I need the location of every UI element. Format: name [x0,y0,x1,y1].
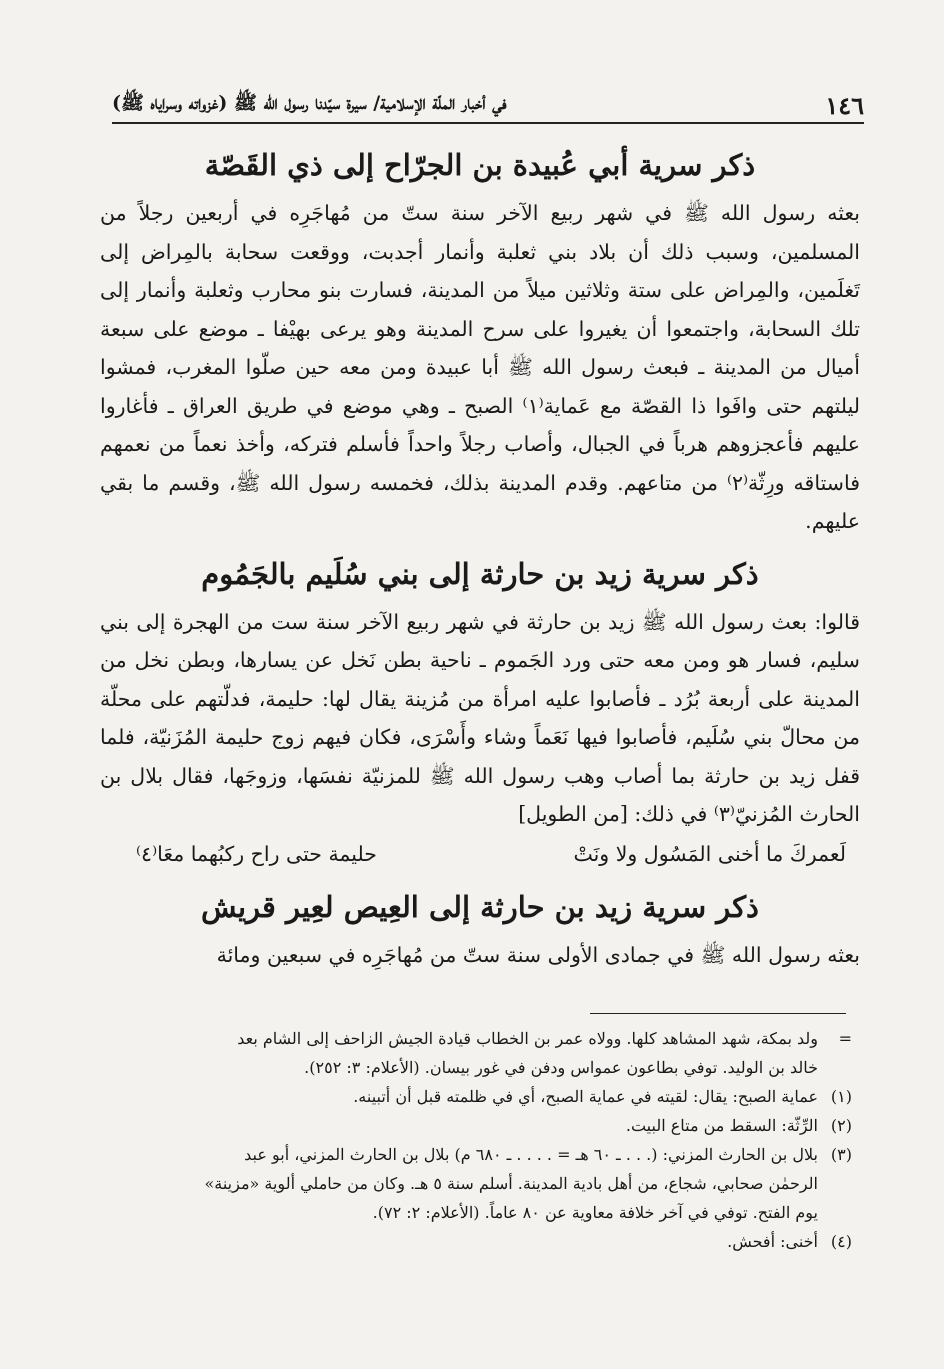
footnote-line: خالد بن الوليد. توفي بطاعون عمواس ودفن في غور بيسان. (الأعلام: ٣: ٢٥٢). [304,1058,818,1077]
page-header [112,88,864,124]
footnote-line: أخنى: أفحش. [727,1232,818,1251]
page-number: ١٤٦ [825,90,864,120]
footnote-mark: (٣) [830,1145,852,1164]
footnote-continued [110,1024,852,1082]
paragraph: بعثه رسول الله ﷺ في جمادى الأولى سنة ستّ من مُهاجَرِه في سبعين ومائة [216,942,860,967]
footnote-mark: (٢) [830,1116,852,1135]
section-abu-ubayda [100,142,860,541]
section-heading: ذكر سرية زيد بن حارثة إلى العِيص لعِير قريش [201,889,759,924]
footnote-2 [110,1111,852,1140]
footnote-1 [110,1082,852,1111]
footnote-mark: (١) [830,1087,852,1106]
footnote-line: يوم الفتح. توفي في آخر خلافة معاوية عن ٨٠ عاماً. (الأعلام: ٢: ٧٢). [372,1203,818,1222]
section-zayd-bani-sulaym [100,551,860,874]
section-zayd-al-is [100,884,860,975]
footnote-mark: = [838,1029,852,1048]
verse-second-hemistich: حليمة حتى راح ركبُهما معَا⁽٤⁾ [136,841,377,866]
footnote-line: الرحمٰن صحابي، شجاع، من أهل بادية المدينة. أسلم سنة ٥ هـ. وكان من حاملي ألوية «مزينة» [204,1174,818,1193]
main-text [100,140,860,974]
footnote-divider [590,1013,846,1014]
running-title: في أخبار الملّة الإسلامية/ سيرة سيّدنا رسول الله ﷺ (غزواته وسراياه ﷺ) [112,92,507,114]
paragraph: قالوا: بعث رسول الله ﷺ زيد بن حارثة في شهر ربيع الآخر سنة ست من الهجرة إلى بني سليم، فسار هو ومن معه حتى ورد الجَموم ـ ناحية بطن نَخل عن يسارها، وبطن نخل من المدينة على أربعة بُرُد ـ فأصابوا عليه امرأة من مُزينة يقال لها: حليمة، فدلّتهم على محلّة من محالّ بني سُلَيم، فأصابوا فيها نَعَماً وشاء وأَسْرَى، فكان فيهم زوج حليمة المُزَنيّة، فلما قفل زيد بن حارثة بما أصاب وهب رسول الله ﷺ للمزنيّة نفسَها، وزوجَها، فقال بلال بن الحارث المُزنيّ⁽٣⁾ في ذلك: [من الطويل] [100,609,860,826]
footnote-4 [110,1227,852,1256]
footnotes [110,1024,852,1256]
paragraph: بعثه رسول الله ﷺ في شهر ربيع الآخر سنة ستّ من مُهاجَرِه في أربعين رجلاً من المسلمين، وسبب ذلك أن بلاد بني ثعلبة وأنمار أجدبت، ووقعت سحابة بالمِراض إلى تَغلَمين، والمِراض على ستة وثلاثين ميلاً من المدينة، فسارت بنو محارب وثعلبة وأنمار إلى تلك السحابة، واجتمعوا أن يغيروا على سرح المدينة وهو يرعى بهيْفا ـ موضع على سبعة أميال من المدينة ـ فبعث رسول الله ﷺ أبا عبيدة ومن معه حين صلّوا المغرب، فمشوا ليلتهم حتى وافَوا ذا القصّة مع عَماية⁽١⁾ الصبح ـ وهي موضع في طريق العراق ـ فأغاروا عليهم فأعجزوهم هرباً في الجبال، وأصاب رجلاً واحداً فأسلم فتركه، وأخذ نعماً من نعمهم فاستاقه ورِثّة⁽٢⁾ من متاعهم. وقدم المدينة بذلك، فخمسه رسول الله ﷺ، وقسم ما بقي عليهم. [100,201,860,533]
footnote-line: الرِّثّة: السقط من متاع البيت. [625,1116,818,1135]
section-heading: ذكر سرية زيد بن حارثة إلى بني سُلَيم بالجَمُوم [201,556,759,591]
verse-first-hemistich: لَعمركَ ما أخنى المَسُول ولا ونَتْ [573,841,846,866]
footnote-line: عماية الصبح: يقال: لقيته في عماية الصبح، أي في ظلمته قبل أن أتبينه. [353,1087,818,1106]
footnote-line: ولد بمكة، شهد المشاهد كلها. وولاه عمر بن الخطاب قيادة الجيش الزاحف إلى الشام بعد [237,1029,818,1048]
footnote-line: بلال بن الحارث المزني: (. . . ـ ٦٠ هـ = . . . . ـ ٦٨٠ م) بلال بن الحارث المزني، أبو عبد [244,1145,818,1164]
poetry-verse [100,834,860,874]
footnote-mark: (٤) [830,1232,852,1251]
footnote-3 [110,1140,852,1227]
section-heading: ذكر سرية أبي عُبيدة بن الجرّاح إلى ذي القَصّة [204,148,756,182]
